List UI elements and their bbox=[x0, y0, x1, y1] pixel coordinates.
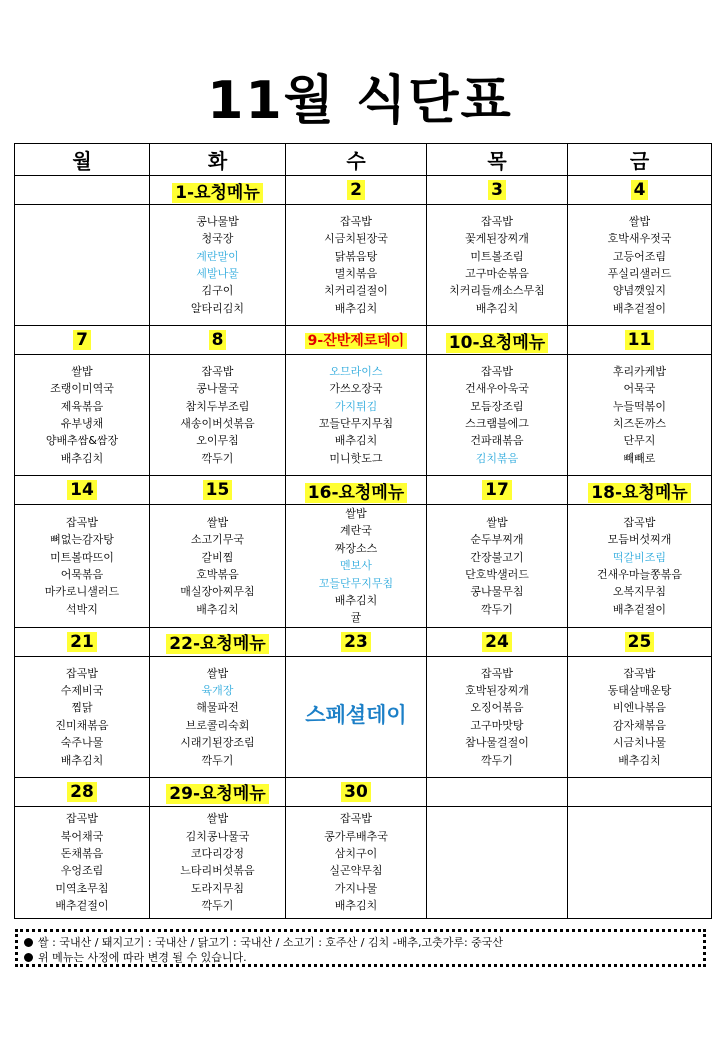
dish-item: 감자채볶음 bbox=[612, 718, 667, 732]
dish-item: 실곤약무침 bbox=[329, 864, 383, 878]
date-cell bbox=[150, 476, 286, 505]
date-label: 29-요청메뉴 bbox=[166, 784, 268, 804]
dish-item: 배추김치 bbox=[334, 301, 378, 315]
dish-item: 잡곡밥 bbox=[481, 666, 513, 680]
dish-item: 치커리들깨소스무침 bbox=[449, 284, 545, 298]
weekday-header-row bbox=[15, 144, 712, 176]
date-label: 3 bbox=[488, 180, 506, 200]
dish-item: 잡곡밥 bbox=[201, 364, 234, 378]
dish-item: 잡곡밥 bbox=[66, 812, 98, 826]
date-cell bbox=[15, 627, 150, 656]
date-label: 14 bbox=[67, 480, 97, 500]
dish-item: 배추김치 bbox=[60, 451, 104, 465]
date-cell bbox=[427, 176, 568, 205]
dish-item: 닭볶음탕 bbox=[334, 249, 378, 263]
dish-item: 시래기된장조림 bbox=[180, 736, 255, 750]
dish-item: 후리카케밥 bbox=[612, 364, 667, 378]
dish-item: 찜닭 bbox=[71, 701, 93, 715]
menu-cell bbox=[150, 205, 286, 326]
date-cell bbox=[150, 627, 286, 656]
dish-item: 북어채국 bbox=[60, 829, 104, 843]
dish-item: 떡갈비조림 bbox=[612, 550, 667, 564]
menu-cell bbox=[427, 355, 568, 476]
dish-item: 배추겉절이 bbox=[55, 899, 109, 913]
dish-item: 소고기무국 bbox=[190, 533, 245, 547]
dish-item: 쌀밥 bbox=[628, 214, 651, 228]
menu-cell bbox=[427, 205, 568, 326]
dish-item: 치즈돈까스 bbox=[612, 417, 667, 430]
date-cell bbox=[15, 326, 150, 355]
date-cell bbox=[568, 176, 712, 205]
dish-item: 고구마순볶음 bbox=[465, 267, 529, 280]
dish-item: 배추겉절이 bbox=[612, 301, 667, 315]
date-cell bbox=[286, 476, 427, 505]
dish-item: 배추김치 bbox=[618, 753, 661, 767]
dish-item: 시금치된장국 bbox=[324, 232, 388, 246]
dish-item: 잡곡밥 bbox=[340, 812, 372, 826]
dish-item: 오므라이스 bbox=[329, 364, 383, 378]
date-label: 10-요청메뉴 bbox=[446, 333, 548, 353]
menu-cell bbox=[150, 505, 286, 628]
dish-item: 멸치볶음 bbox=[334, 267, 378, 280]
dish-item: 돈채볶음 bbox=[60, 846, 104, 860]
menu-cell bbox=[15, 505, 150, 628]
date-label: 1-요청메뉴 bbox=[172, 183, 263, 203]
dish-item: 깍두기 bbox=[481, 602, 513, 616]
menu-cell bbox=[427, 806, 568, 918]
date-label: 23 bbox=[341, 632, 371, 652]
dish-item: 깍두기 bbox=[481, 753, 513, 767]
date-row bbox=[15, 627, 712, 656]
dish-item: 모듬장조림 bbox=[470, 399, 524, 413]
note-change bbox=[24, 950, 697, 965]
dish-item: 동태살매운탕 bbox=[607, 684, 672, 698]
date-cell bbox=[286, 627, 427, 656]
dish-item: 진미채볶음 bbox=[55, 718, 109, 732]
date-label: 17 bbox=[482, 480, 512, 500]
menu-row bbox=[15, 505, 712, 628]
dish-item: 쌀밥 bbox=[206, 812, 229, 826]
dish-item: 해물파전 bbox=[196, 701, 239, 715]
date-cell bbox=[15, 476, 150, 505]
dish-item: 꽃게된장찌개 bbox=[465, 232, 529, 246]
dish-item: 깍두기 bbox=[201, 451, 234, 465]
menu-cell bbox=[568, 505, 712, 628]
dish-item: 건새우아욱국 bbox=[465, 382, 529, 396]
menu-cell bbox=[15, 355, 150, 476]
date-label: 24 bbox=[482, 632, 512, 652]
date-label: 28 bbox=[67, 782, 97, 802]
menu-cell bbox=[568, 806, 712, 918]
dish-item: 유부냉채 bbox=[60, 417, 104, 430]
dish-item: 쌀밥 bbox=[71, 364, 93, 378]
menu-cell bbox=[15, 656, 150, 777]
date-label: 18-요청메뉴 bbox=[588, 483, 690, 503]
dish-item: 깍두기 bbox=[201, 899, 234, 913]
dish-item: 꼬들단무지무침 bbox=[318, 417, 394, 430]
weekday-header: 수 bbox=[286, 144, 427, 176]
dish-item: 잡곡밥 bbox=[66, 515, 98, 529]
date-row bbox=[15, 777, 712, 806]
dish-item: 모듬버섯찌개 bbox=[607, 533, 672, 547]
dish-item: 호박볶음 bbox=[196, 567, 239, 581]
date-cell bbox=[427, 476, 568, 505]
weekday-header: 화 bbox=[150, 144, 286, 176]
dish-item: 배추김치 bbox=[334, 594, 378, 608]
menu-row bbox=[15, 806, 712, 918]
dish-item: 꼬들단무지무침 bbox=[318, 576, 394, 590]
date-cell bbox=[427, 627, 568, 656]
weekday-header: 월 bbox=[15, 144, 150, 176]
dish-item: 제육볶음 bbox=[60, 399, 104, 413]
date-cell bbox=[286, 326, 427, 355]
dish-item: 쌀밥 bbox=[206, 515, 229, 529]
dish-item: 배추겉절이 bbox=[612, 602, 667, 616]
date-label: 30 bbox=[341, 782, 371, 802]
dish-item: 콩나물무침 bbox=[470, 585, 524, 599]
menu-cell bbox=[286, 656, 427, 777]
dish-item: 오이무침 bbox=[196, 434, 239, 448]
menu-cell bbox=[286, 806, 427, 918]
dish-item: 갈비찜 bbox=[201, 550, 234, 564]
bullet-icon bbox=[24, 938, 33, 947]
dish-item: 단호박샐러드 bbox=[465, 567, 529, 581]
dish-item: 잡곡밥 bbox=[340, 214, 372, 228]
dish-item: 새송이버섯볶음 bbox=[180, 417, 255, 430]
dish-item: 콩나물국 bbox=[196, 382, 239, 396]
dish-item: 뼈없는감자탕 bbox=[50, 533, 114, 547]
dish-item: 양배추쌈&쌈장 bbox=[45, 434, 119, 448]
dish-item: 잡곡밥 bbox=[623, 666, 656, 680]
dish-item: 미트볼조림 bbox=[470, 249, 524, 263]
date-cell bbox=[15, 176, 150, 205]
date-row bbox=[15, 326, 712, 355]
weekday-header: 금 bbox=[568, 144, 712, 176]
dish-item: 육개장 bbox=[201, 684, 234, 698]
dish-item: 김치콩나물국 bbox=[185, 829, 250, 843]
date-cell bbox=[286, 777, 427, 806]
dish-item: 잡곡밥 bbox=[623, 515, 656, 529]
dish-item: 느타리버섯볶음 bbox=[180, 864, 255, 878]
date-cell bbox=[150, 777, 286, 806]
date-cell bbox=[15, 777, 150, 806]
dish-item: 가지튀김 bbox=[334, 399, 378, 413]
dish-item: 도라지무침 bbox=[190, 881, 245, 895]
date-row bbox=[15, 176, 712, 205]
dish-item: 고등어조림 bbox=[612, 249, 667, 263]
date-label: 4 bbox=[631, 180, 649, 200]
dish-item: 우엉조림 bbox=[60, 864, 104, 878]
date-label: 2 bbox=[347, 180, 365, 200]
date-label: 9-잔반제로데이 bbox=[305, 333, 408, 349]
note-text: 쌀 : 국내산 / 돼지고기 : 국내산 / 닭고기 : 국내산 / 소고기 : 호주산 / 김치 -배추,고춧가루: 중국산 bbox=[38, 936, 504, 949]
dish-item: 간장불고기 bbox=[470, 550, 524, 564]
dish-item: 건새우마늘쫑볶음 bbox=[596, 567, 682, 581]
date-label: 16-요청메뉴 bbox=[305, 483, 407, 503]
dish-item: 짜장소스 bbox=[334, 541, 378, 555]
date-cell bbox=[286, 176, 427, 205]
date-cell bbox=[568, 326, 712, 355]
dish-item: 계란국 bbox=[340, 524, 372, 538]
dish-item: 배추김치 bbox=[60, 753, 104, 767]
dish-item: 미역초무침 bbox=[55, 881, 109, 895]
dish-item: 세발나물 bbox=[196, 267, 239, 280]
menu-table bbox=[14, 143, 712, 919]
dish-item: 스크램블에그 bbox=[465, 417, 529, 430]
menu-cell bbox=[568, 355, 712, 476]
dish-item: 어묵볶음 bbox=[60, 567, 104, 581]
menu-cell bbox=[427, 656, 568, 777]
menu-cell bbox=[568, 656, 712, 777]
date-row bbox=[15, 476, 712, 505]
dish-item: 미니핫도그 bbox=[329, 451, 383, 465]
menu-cell bbox=[150, 806, 286, 918]
menu-row bbox=[15, 656, 712, 777]
dish-item: 어묵국 bbox=[623, 382, 656, 396]
dish-item: 김구이 bbox=[201, 284, 234, 298]
dish-item: 콩나물밥 bbox=[196, 214, 239, 228]
dish-item: 오징어볶음 bbox=[470, 701, 524, 715]
dish-item: 건파래볶음 bbox=[470, 434, 524, 448]
date-label: 22-요청메뉴 bbox=[166, 634, 268, 654]
dish-item: 비엔나볶음 bbox=[612, 701, 667, 715]
dish-item: 고구마맛탕 bbox=[470, 718, 524, 732]
date-label: 25 bbox=[625, 632, 655, 652]
dish-item: 미트볼따뜨이 bbox=[50, 550, 114, 564]
dish-item: 수제비국 bbox=[60, 684, 104, 698]
menu-cell bbox=[427, 505, 568, 628]
menu-cell bbox=[286, 355, 427, 476]
menu-cell bbox=[150, 355, 286, 476]
dish-item: 알타리김치 bbox=[190, 301, 245, 315]
dish-item: 양념깻잎지 bbox=[612, 284, 667, 298]
menu-cell bbox=[568, 205, 712, 326]
dish-item: 가쓰오장국 bbox=[329, 382, 383, 396]
dish-item: 빼빼로 bbox=[623, 451, 656, 465]
dish-item: 숙주나물 bbox=[60, 736, 104, 750]
date-label: 21 bbox=[67, 632, 97, 652]
dish-item: 배추김치 bbox=[334, 899, 378, 913]
dish-item: 쌀밥 bbox=[486, 515, 508, 529]
dish-item: 가지나물 bbox=[334, 881, 378, 895]
date-cell bbox=[150, 176, 286, 205]
dish-item: 콩가루배추국 bbox=[324, 829, 388, 843]
date-cell bbox=[568, 777, 712, 806]
dish-item: 오복지무침 bbox=[612, 585, 667, 599]
dish-item: 계란말이 bbox=[196, 249, 239, 263]
dish-item: 삼치구이 bbox=[334, 846, 378, 860]
dish-item: 코다리강정 bbox=[190, 846, 245, 860]
dish-item: 마카로니샐러드 bbox=[44, 585, 120, 599]
bullet-icon bbox=[24, 953, 33, 962]
dish-item: 잡곡밥 bbox=[481, 364, 513, 378]
date-cell bbox=[568, 627, 712, 656]
dish-item: 석박지 bbox=[66, 602, 98, 616]
menu-row bbox=[15, 205, 712, 326]
notes-box bbox=[15, 929, 706, 967]
dish-item: 참나물걸절이 bbox=[465, 736, 529, 750]
page-title: 11월 식단표 bbox=[207, 71, 513, 131]
note-text: 위 메뉴는 사정에 따라 변경 될 수 있습니다. bbox=[38, 951, 247, 964]
menu-row bbox=[15, 355, 712, 476]
date-cell bbox=[150, 326, 286, 355]
dish-item: 배추김치 bbox=[475, 301, 519, 315]
dish-item: 깍두기 bbox=[201, 753, 234, 767]
dish-item: 배추김치 bbox=[334, 434, 378, 448]
menu-cell bbox=[15, 806, 150, 918]
menu-cell bbox=[286, 205, 427, 326]
menu-cell bbox=[286, 505, 427, 628]
weekday-header: 목 bbox=[427, 144, 568, 176]
dish-item: 귤 bbox=[350, 611, 362, 625]
menu-cell bbox=[15, 205, 150, 326]
date-label: 7 bbox=[73, 330, 91, 350]
dish-item: 누들떡볶이 bbox=[612, 399, 667, 413]
date-label: 15 bbox=[203, 480, 233, 500]
dish-item: 호박된장찌개 bbox=[465, 684, 529, 698]
date-cell bbox=[568, 476, 712, 505]
dish-item: 멘보사 bbox=[340, 559, 372, 573]
dish-item: 잡곡밥 bbox=[66, 666, 98, 680]
dish-item: 호박새우젓국 bbox=[607, 232, 672, 246]
date-label: 8 bbox=[209, 330, 227, 350]
dish-item: 잡곡밥 bbox=[481, 214, 513, 228]
dish-item: 치커리걸절이 bbox=[324, 284, 388, 298]
dish-item: 쌀밥 bbox=[345, 507, 367, 520]
dish-item: 브로콜리숙회 bbox=[185, 718, 250, 732]
menu-cell bbox=[150, 656, 286, 777]
dish-item: 참치두부조림 bbox=[185, 399, 250, 413]
dish-item: 청국장 bbox=[201, 232, 234, 246]
dish-item: 김치볶음 bbox=[475, 451, 519, 465]
note-origin bbox=[24, 935, 697, 950]
dish-item: 푸실리샐러드 bbox=[607, 267, 672, 280]
dish-item: 조랭이미역국 bbox=[50, 382, 114, 396]
date-cell bbox=[427, 777, 568, 806]
date-label: 11 bbox=[625, 330, 655, 350]
dish-item: 순두부찌개 bbox=[470, 533, 524, 547]
dish-item: 쌀밥 bbox=[206, 666, 229, 680]
date-cell bbox=[427, 326, 568, 355]
dish-item: 시금치나물 bbox=[612, 736, 667, 750]
special-day-label: 스페셜데이 bbox=[305, 702, 407, 727]
dish-item: 단무지 bbox=[623, 434, 656, 448]
dish-item: 배추김치 bbox=[196, 602, 239, 616]
dish-item: 매실장아찌무침 bbox=[180, 585, 255, 599]
